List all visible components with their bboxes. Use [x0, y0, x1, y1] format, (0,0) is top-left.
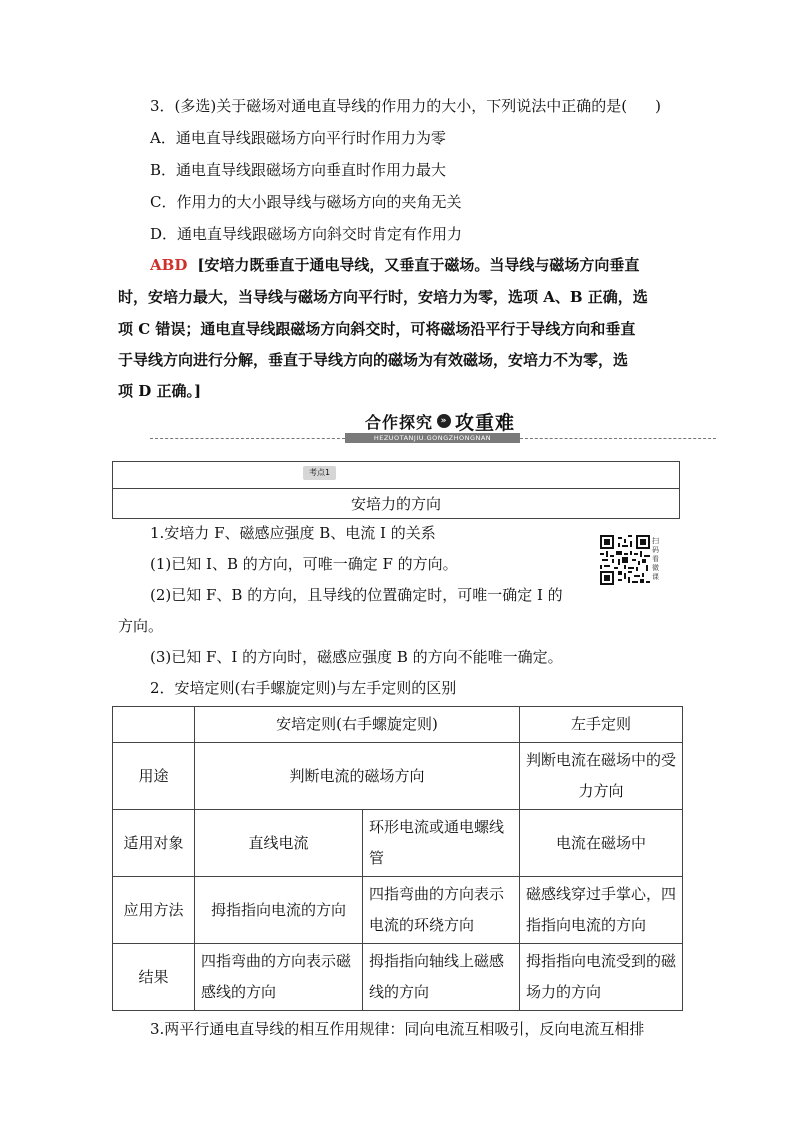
table-header-left-hand: 左手定则	[520, 707, 683, 743]
section-banner	[150, 408, 716, 444]
section-title: 合作探究 » 攻重难	[364, 411, 516, 434]
table-cell: 磁感线穿过手掌心，四指指向电流的方向	[520, 877, 683, 944]
option-a: A．通电直导线跟磁场方向平行时作用力为零	[150, 129, 446, 147]
table-cell: 拇指指向电流受到的磁场力的方向	[520, 944, 683, 1011]
answer-explanation-line-3: 项 C 错误；通电直导线跟磁场方向斜交时，可将磁场沿平行于导线方向和垂直	[118, 320, 636, 338]
answer-key: ABD	[150, 256, 188, 274]
double-arrow-icon: »	[437, 414, 451, 428]
key-point-title: 安培力的方向	[350, 495, 441, 513]
table-cell	[113, 707, 195, 743]
table-row	[113, 743, 683, 810]
key-point-box	[112, 461, 680, 519]
table-cell: 直线电流	[195, 810, 363, 877]
table-cell: 四指弯曲的方向表示磁感线的方向	[195, 944, 363, 1011]
table-cell: 判断电流的磁场方向	[195, 743, 520, 810]
table-cell: 电流在磁场中	[520, 810, 683, 877]
qr-code-icon[interactable]	[600, 535, 650, 585]
point-1-item-2: (2)已知 F、B 的方向，且导线的位置确定时，可唯一确定 I 的	[150, 586, 563, 604]
table-row	[113, 810, 683, 877]
row-label-use: 用途	[113, 743, 195, 810]
table-cell: 环形电流或通电螺线管	[363, 810, 520, 877]
point-2-heading: 2．安培定则(右手螺旋定则)与左手定则的区别	[150, 679, 457, 697]
table-cell: 判断电流在磁场中的受力方向	[520, 743, 683, 810]
banner-divider-left	[150, 438, 345, 439]
row-label-result: 结果	[113, 944, 195, 1011]
answer-explanation-line-5: 项 D 正确。]	[118, 382, 202, 400]
option-c: C．作用力的大小跟导线与磁场方向的夹角无关	[150, 193, 462, 211]
key-point-label: 考点1	[303, 466, 336, 480]
table-row	[113, 877, 683, 944]
point-3-heading: 3.两平行通电直导线的相互作用规律：同向电流互相吸引，反向电流互相排	[150, 1020, 645, 1038]
option-b: B．通电直导线跟磁场方向垂直时作用力最大	[150, 161, 447, 179]
answer-explanation-line-1: ABD [安培力既垂直于通电导线，又垂直于磁场。当导线与磁场方向垂直	[150, 256, 640, 274]
row-label-object: 适用对象	[113, 810, 195, 877]
table-cell: 拇指指向电流的方向	[195, 877, 363, 944]
table-cell: 拇指指向轴线上磁感线的方向	[363, 944, 520, 1011]
table-header-ampere: 安培定则(右手螺旋定则)	[195, 707, 520, 743]
point-1-item-1: (1)已知 I、B 的方向，可唯一确定 F 的方向。	[150, 555, 458, 573]
qr-caption: 扫码看微课	[652, 537, 659, 581]
table-row	[113, 707, 683, 743]
section-subtitle: HEZUOTANJIU.GONGZHONGNAN	[345, 433, 520, 443]
point-1-item-3: (3)已知 F、I 的方向时，磁感应强度 B 的方向不能唯一确定。	[150, 648, 563, 666]
banner-divider-right	[520, 438, 716, 439]
comparison-table	[112, 706, 683, 1011]
question-stem: 3．(多选)关于磁场对通电直导线的作用力的大小，下列说法中正确的是( )	[150, 97, 661, 115]
answer-explanation-line-2: 时，安培力最大，当导线与磁场方向平行时，安培力为零，选项 A、B 正确，选	[118, 288, 648, 306]
table-row	[113, 944, 683, 1011]
table-cell: 四指弯曲的方向表示电流的环绕方向	[363, 877, 520, 944]
point-1-heading: 1.安培力 F、磁感应强度 B、电流 I 的关系	[150, 524, 436, 542]
point-1-item-2-cont: 方向。	[118, 617, 164, 635]
answer-explanation-line-4: 于导线方向进行分解，垂直于导线方向的磁场为有效磁场，安培力不为零，选	[118, 351, 629, 369]
row-label-method: 应用方法	[113, 877, 195, 944]
option-d: D．通电直导线跟磁场方向斜交时肯定有作用力	[150, 225, 463, 243]
